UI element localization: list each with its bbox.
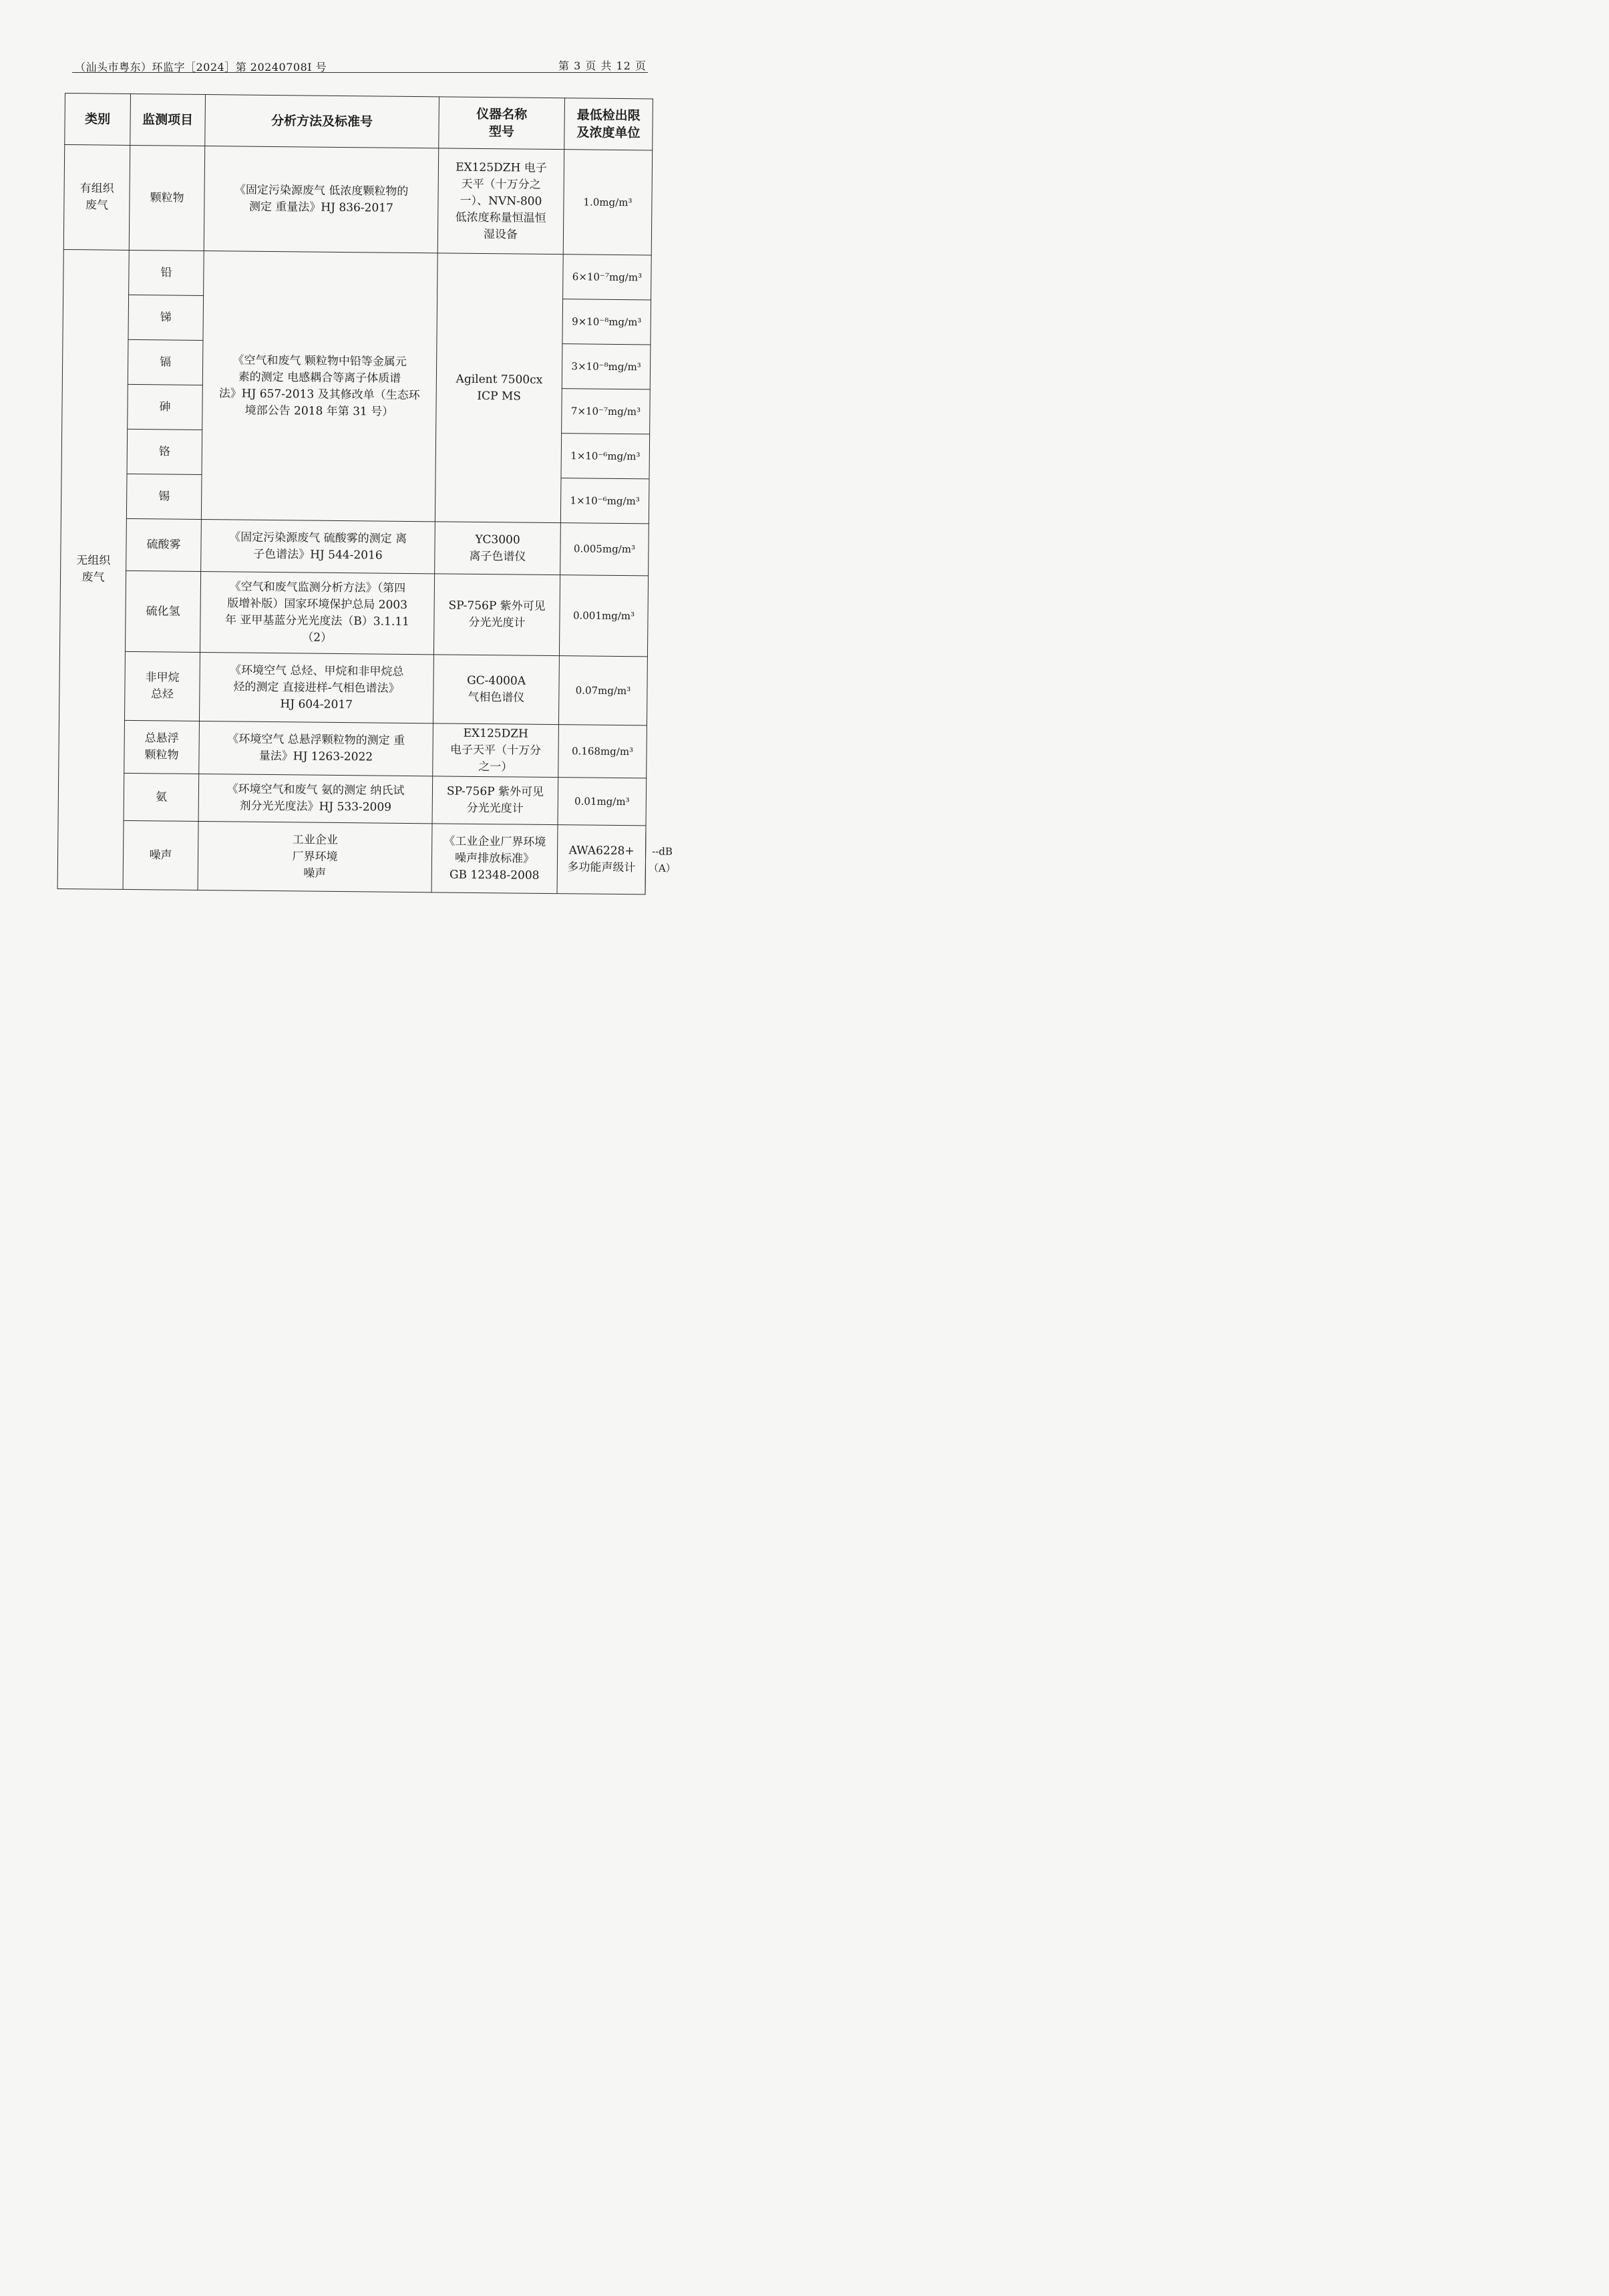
header-rule <box>72 72 648 73</box>
item-cell: 颗粒物 <box>129 145 205 251</box>
item-cell: 锡 <box>126 474 202 519</box>
instrument-cell: SP-756P 紫外可见 分光光度计 <box>432 776 558 825</box>
item-cell: 铬 <box>127 429 202 474</box>
limit-cell: --dB（A） <box>648 845 676 874</box>
instrument-cell: AWA6228+ 多功能声级计 <box>557 825 646 894</box>
limit-cell: 7×10⁻⁷mg/m³ <box>562 389 651 434</box>
table-row <box>59 719 647 778</box>
limit-cell: 1×10⁻⁶mg/m³ <box>561 434 650 479</box>
header-method: 分析方法及标准号 <box>205 95 439 148</box>
table-row <box>61 518 649 575</box>
header-category: 类别 <box>65 94 131 146</box>
limit-cell: 0.01mg/m³ <box>558 778 647 826</box>
table-row <box>59 570 648 656</box>
method-cell: 《固定污染源废气 低浓度颗粒物的 测定 重量法》HJ 836-2017 <box>204 146 438 253</box>
method-cell: 《空气和废气 颗粒物中铅等金属元 素的测定 电感耦合等离子体质谱 法》HJ 657-2013 及其修改单（生态环 境部公告 2018 年第 31 号） <box>201 251 437 522</box>
limit-cell: 1×10⁻⁶mg/m³ <box>560 478 649 524</box>
limit-cell: 6×10⁻⁷mg/m³ <box>563 255 652 300</box>
category-cell: 无组织 废气 <box>57 249 129 889</box>
header-limit: 最低检出限 及浓度单位 <box>564 98 653 150</box>
item-cell: 总悬浮 颗粒物 <box>124 720 200 774</box>
item-cell: 非甲烷 总烃 <box>124 651 200 721</box>
instrument-cell: GC-4000A 气相色谱仪 <box>433 655 559 725</box>
instrument-cell: Agilent 7500cx ICP MS <box>435 253 563 523</box>
document-number: （汕头市粤东）环监字［2024］第 20240708I 号 <box>75 61 327 73</box>
limit-cell: 0.168mg/m³ <box>558 725 647 778</box>
category-cell: 噪声 <box>123 820 198 890</box>
method-cell: 《固定污染源废气 硫酸雾的测定 离 子色谱法》HJ 544-2016 <box>201 519 435 573</box>
table-row <box>63 145 652 255</box>
category-cell: 有组织 废气 <box>63 145 130 251</box>
method-cell: 《工业企业厂界环境噪声排放标准》 GB 12348-2008 <box>431 824 558 894</box>
instrument-cell: YC3000 离子色谱仪 <box>435 522 561 575</box>
page-info: 第 3 页 共 12 页 <box>558 59 647 72</box>
monitoring-methods-table <box>57 93 676 894</box>
limit-cell: 9×10⁻⁸mg/m³ <box>562 299 651 345</box>
limit-cell: 0.001mg/m³ <box>559 575 648 657</box>
item-cell: 铅 <box>129 250 204 295</box>
limit-cell: 0.005mg/m³ <box>560 523 649 576</box>
item-cell: 硫化氢 <box>125 570 200 652</box>
item-cell: 氨 <box>124 773 199 821</box>
method-cell: 《空气和废气监测分析方法》（第四 版增补版）国家环境保护总局 2003 年 亚甲基蓝分光光度法（B）3.1.11 （2） <box>200 571 434 654</box>
item-cell: 锑 <box>128 295 204 340</box>
limit-cell: 3×10⁻⁸mg/m³ <box>562 344 651 389</box>
item-cell: 镉 <box>128 339 203 385</box>
table-row <box>57 820 646 894</box>
instrument-cell: EX125DZH 电子天平（十万分 之一） <box>433 723 559 778</box>
item-cell: 工业企业 厂界环境 噪声 <box>198 821 432 892</box>
limit-cell: 1.0mg/m³ <box>563 150 653 255</box>
table-header-row <box>65 94 653 150</box>
item-cell: 砷 <box>128 384 203 430</box>
table-row <box>59 651 647 725</box>
limit-cell: 0.07mg/m³ <box>558 656 647 725</box>
header-instrument: 仪器名称 型号 <box>439 97 565 150</box>
table-row <box>63 249 652 299</box>
method-cell: 《环境空气 总悬浮颗粒物的测定 重 量法》HJ 1263-2022 <box>199 721 433 776</box>
instrument-cell: EX125DZH 电子 天平（十万分之 一）、NVN-800 低浓度称量恒温恒 湿设备 <box>437 148 564 255</box>
table-row <box>58 772 647 825</box>
header-item: 监测项目 <box>130 94 206 146</box>
instrument-cell: SP-756P 紫外可见 分光光度计 <box>433 574 560 656</box>
method-cell: 《环境空气 总烃、甲烷和非甲烷总 烃的测定 直接进样-气相色谱法》 HJ 604-2017 <box>199 652 433 723</box>
item-cell: 硫酸雾 <box>126 518 202 571</box>
method-cell: 《环境空气和废气 氨的测定 纳氏试 剂分光光度法》HJ 533-2009 <box>198 774 433 823</box>
